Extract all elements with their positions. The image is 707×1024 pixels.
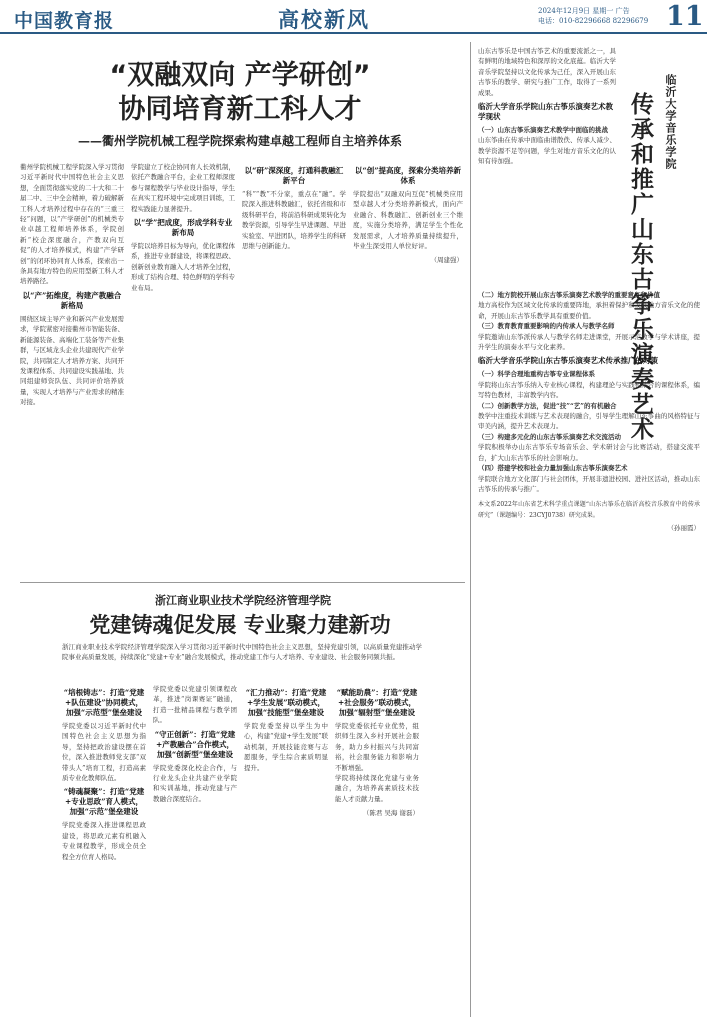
article1-body-chuang: 学院提出“双融双向互促”机械类应用型卓越人才分类培养新模式，面向产业融合、科教融汇、创新创业三个维度，实施分类培养，满足学生个性化发展需求，人才培养质量持续提升，毕业生深受用人单位好评。 xyxy=(353,190,463,251)
article1-body-xue: 学院以培养目标为导向，优化课程体系，推进专业群建设，将课程思政、创新创业教育融入人才培养全过程，形成了结构合理、特色鲜明的学科专业布局。 xyxy=(131,242,235,292)
article1-body-yan: “科”“教”不分家，重点在“融”。学院深入推进科教融汇，依托省级和市级科研平台，将前沿科研成果转化为教学资源，引导学生早进课题、早进实验室、早进团队，培养学生的科研思维与创新能力。 xyxy=(242,190,346,251)
article3-s1-sub3: （三）教育教育重要影响的内传承人与教学名师 xyxy=(478,322,615,331)
article3-section1-heading: 临沂大学音乐学院山东古筝乐演奏艺术教学现状 xyxy=(478,102,613,122)
article3-s2-sub4: （四）搭建学校和社会力量加强山东古筝乐演奏艺术 xyxy=(478,464,628,473)
article2-body-zhuhun: 学院党委深入推进课程思政建设，将思政元素有机融入专业课程教学，形成全员全程全方位育人格局。 xyxy=(62,821,146,861)
article1-col1 xyxy=(20,162,124,574)
article2-body-closing: 学院将持续深化党建与业务融合，为培养高素质技术技能人才贡献力量。 xyxy=(335,774,419,803)
article2-body-funeng: 学院党委依托专业优势，组织师生深入乡村开展社会服务，助力乡村振兴与共同富裕，社会服务能力和影响力不断增强。 xyxy=(335,722,419,772)
article3-s2-body3: 学院积极举办山东古筝乐专场音乐会、学术研讨会与比赛活动，搭建交流平台，扩大山东古筝乐的社会影响力。 xyxy=(478,443,700,462)
article2-subhead-shouzheng: “守正创新”：打造“党建+产教融合”合作模式，加强“创新型”堡垒建设 xyxy=(154,729,236,759)
article3-headline: 传承和推广山东古筝乐演奏艺术 xyxy=(627,92,653,442)
article2-headline: 党建铸魂促发展 专业聚力建新功 xyxy=(89,613,391,637)
article1-col2 xyxy=(131,162,235,574)
article2-subhead-huili: “汇力推动”：打造“党建+学生发展”联动模式，加强“技能型”堡垒建设 xyxy=(245,688,327,717)
article3-s1-sub2: （二）地方院校开展山东古筝乐演奏艺术教学的重要意义和价值 xyxy=(478,291,660,299)
article1-author: （周建强） xyxy=(430,256,463,265)
article1-subhead-xue: 以“学”把成度，形成学科专业新布局 xyxy=(133,218,233,238)
article3-s1-body2: 地方高校作为区域文化传承的重要阵地，承担着保护和发展地方音乐文化的使命，开展山东古筝乐教学具有重要价值。 xyxy=(478,301,700,320)
article3-s2-sub3: （三）构建多元化的山东古筝乐演奏艺术交流活动 xyxy=(478,432,621,441)
article2-organization: 浙江商业职业技术学院经济管理学院 xyxy=(155,594,331,607)
article3-s2-sub2: （二）创新教学方法，促进“技”“艺”的有机融合 xyxy=(478,401,617,410)
article2-col3 xyxy=(244,684,328,1014)
article1-intro: 衢州学院机械工程学院深入学习贯彻习近平新时代中国特色社会主义思想，全面贯彻落实党的二十大和二十届二中、三中全会精神，着力破解新工科人才培养过程中存在的“三重三轻”问题，以“产学研创”的机械类专业卓越工程师培养体系，学院创新“校企深度融合，产教双向互促”的人才培养模式，构建“产学研创”的闭环协同育人体系，探索出一条具有地方特色的应用型新工科人才培养路径。 xyxy=(20,163,124,286)
article1-subhead-chuang: 以“创”提高度，探索分类培养新体系 xyxy=(354,166,462,185)
article1-col3 xyxy=(242,162,346,574)
article3-organization: 临沂大学音乐学院 xyxy=(664,74,677,170)
article3-section2-heading: 临沂大学音乐学院山东古筝乐演奏艺术传承推广的对策 xyxy=(478,356,658,366)
article1-subhead-chan: 以“产”拓维度，构建产教融合新格局 xyxy=(22,290,122,310)
article3-footnote: 本文系2022年山东省艺术科学重点课题“山东古筝乐在临沂高校音乐教育中的传承研究”（课题编号：23CYJ0738）研究成果。 xyxy=(478,501,700,519)
article2-subhead-zhuhun: “铸魂凝聚”：打造“党建+专业思政”育人模式，加强“示范”堡垒建设 xyxy=(63,787,145,817)
article3-s1-body3: 学院邀请山东筝派传承人与教学名师走进课堂，开展示范教学与学术讲座，提升学生的演奏水平与文化素养。 xyxy=(478,332,700,352)
article3-bottom-col xyxy=(478,290,700,1014)
article1-body-col2: 学院建立了校企协同育人长效机制，依托产教融合平台，企业工程师深度参与课程教学与毕业设计指导，学生在真实工程环境中完成项目训练，工程实践能力显著提升。 xyxy=(131,163,235,213)
article1-headline-line1: “双融双向 产学研创” xyxy=(109,60,371,91)
article2-body-peigen: 学院党委以习近平新时代中国特色社会主义思想为指导，坚持把政治建设摆在首位，深入推进教师党支部“双带头人”培育工程，打造高素质专业化教师队伍。 xyxy=(62,722,146,783)
article3-s2-sub1: （一）科学合理地重构古筝专业课程体系 xyxy=(478,370,595,379)
article1-subhead-yan: 以“研”深深度，打通科教融汇新平台 xyxy=(244,166,344,185)
article2-body-col2: 学院党委以党建引领课程改革，推进“岗课赛证”融通，打造一批精品课程与教学团队。 xyxy=(153,685,237,725)
article3-author: （孙丽霞） xyxy=(667,524,700,533)
article2-col2 xyxy=(153,684,237,1014)
article3-s1-body1: 山东筝曲在传承中面临曲谱散佚、传承人减少、教学资源不足等问题，学生对地方音乐文化的认知有待加强。 xyxy=(478,136,616,166)
article2-col4 xyxy=(335,684,419,1014)
column-divider xyxy=(470,42,471,1017)
article1-body-chan: 围绕区域主导产业和新兴产业发展需求，学院紧密对接衢州市智能装备、新能源装备、高端化工装备等产业集群，与区域龙头企业共建现代产业学院，共同制定人才培养方案、共同开发课程体系、共同建设实践基地、共同组建师资队伍、共同评价培养质量，实现人才培养与产业需求的精准对接。 xyxy=(20,314,124,407)
article3-s2-body4: 学院联合地方文化部门与社会团体，开展非遗进校园、进社区活动，推动山东古筝乐的传承与推广。 xyxy=(478,474,700,493)
article2-intro: 浙江商业职业技术学院经济管理学院深入学习贯彻习近平新时代中国特色社会主义思想，坚持党建引领，以高质量党建推动学院事业高质量发展，持续深化“党建+专业”融合发展模式，推动党建工作与人才培养、专业建设、社会服务同频共振。 xyxy=(62,643,422,662)
issue-meta xyxy=(538,6,668,26)
phone-line: 电话：010-82296668 82296679 xyxy=(538,17,649,25)
article1-headline-line2: 协同培育新工科人才 xyxy=(118,94,362,125)
article2-author: （陈君 吴海 谢磊） xyxy=(362,809,419,818)
article3-s2-body1: 学院将山东古筝乐纳入专业核心课程，构建理论与实践相结合的课程体系，编写特色教材，丰富教学内容。 xyxy=(478,380,700,400)
article3-intro: 山东古筝乐是中国古筝艺术的重要流派之一，具有鲜明的地域特色和深厚的文化底蕴。临沂大学音乐学院坚持以文化传承为己任，深入开展山东古筝乐的教学、研究与推广工作，取得了一系列成果。 xyxy=(478,47,616,97)
newspaper-logo: 中国教育报 xyxy=(14,10,115,32)
article3-s2-body2: 教学中注重技术训练与艺术表现的融合，引导学生理解山东筝曲的风格特征与审美内涵，提升艺术表现力。 xyxy=(478,412,700,431)
article2-body-huili: 学院党委坚持以学生为中心，构建“党建+学生发展”联动机制，开展技能竞赛与志愿服务，学生综合素质明显提升。 xyxy=(244,722,328,772)
article2-subhead-peigen: “培根铸志”：打造“党建+队伍建设”协同模式，加强“示范型”堡垒建设 xyxy=(63,688,145,717)
masthead xyxy=(0,0,707,34)
date-line: 2024年12月9日 星期一 广告 xyxy=(538,7,630,15)
article3-top-col xyxy=(478,46,616,286)
page-number: 11 xyxy=(666,1,704,32)
article1-col4 xyxy=(353,162,463,574)
section-title: 高校新风 xyxy=(278,7,370,32)
article1-subtitle: ——衢州学院机械工程学院探索构建卓越工程师自主培养体系 xyxy=(77,134,402,148)
article3-s1-sub1: （一）山东古筝乐演奏艺术教学中面临的挑战 xyxy=(478,126,608,135)
article2-body-shouzheng: 学院党委深化校企合作，与行业龙头企业共建产业学院和实训基地，推动党建与产教融合深度结合。 xyxy=(153,763,237,803)
article2-col1 xyxy=(62,684,146,1014)
article2-subhead-funeng: “赋能助農”：打造“党建+社会服务”联动模式，加强“辐射型”堡垒建设 xyxy=(336,688,418,717)
article-divider xyxy=(20,582,465,583)
